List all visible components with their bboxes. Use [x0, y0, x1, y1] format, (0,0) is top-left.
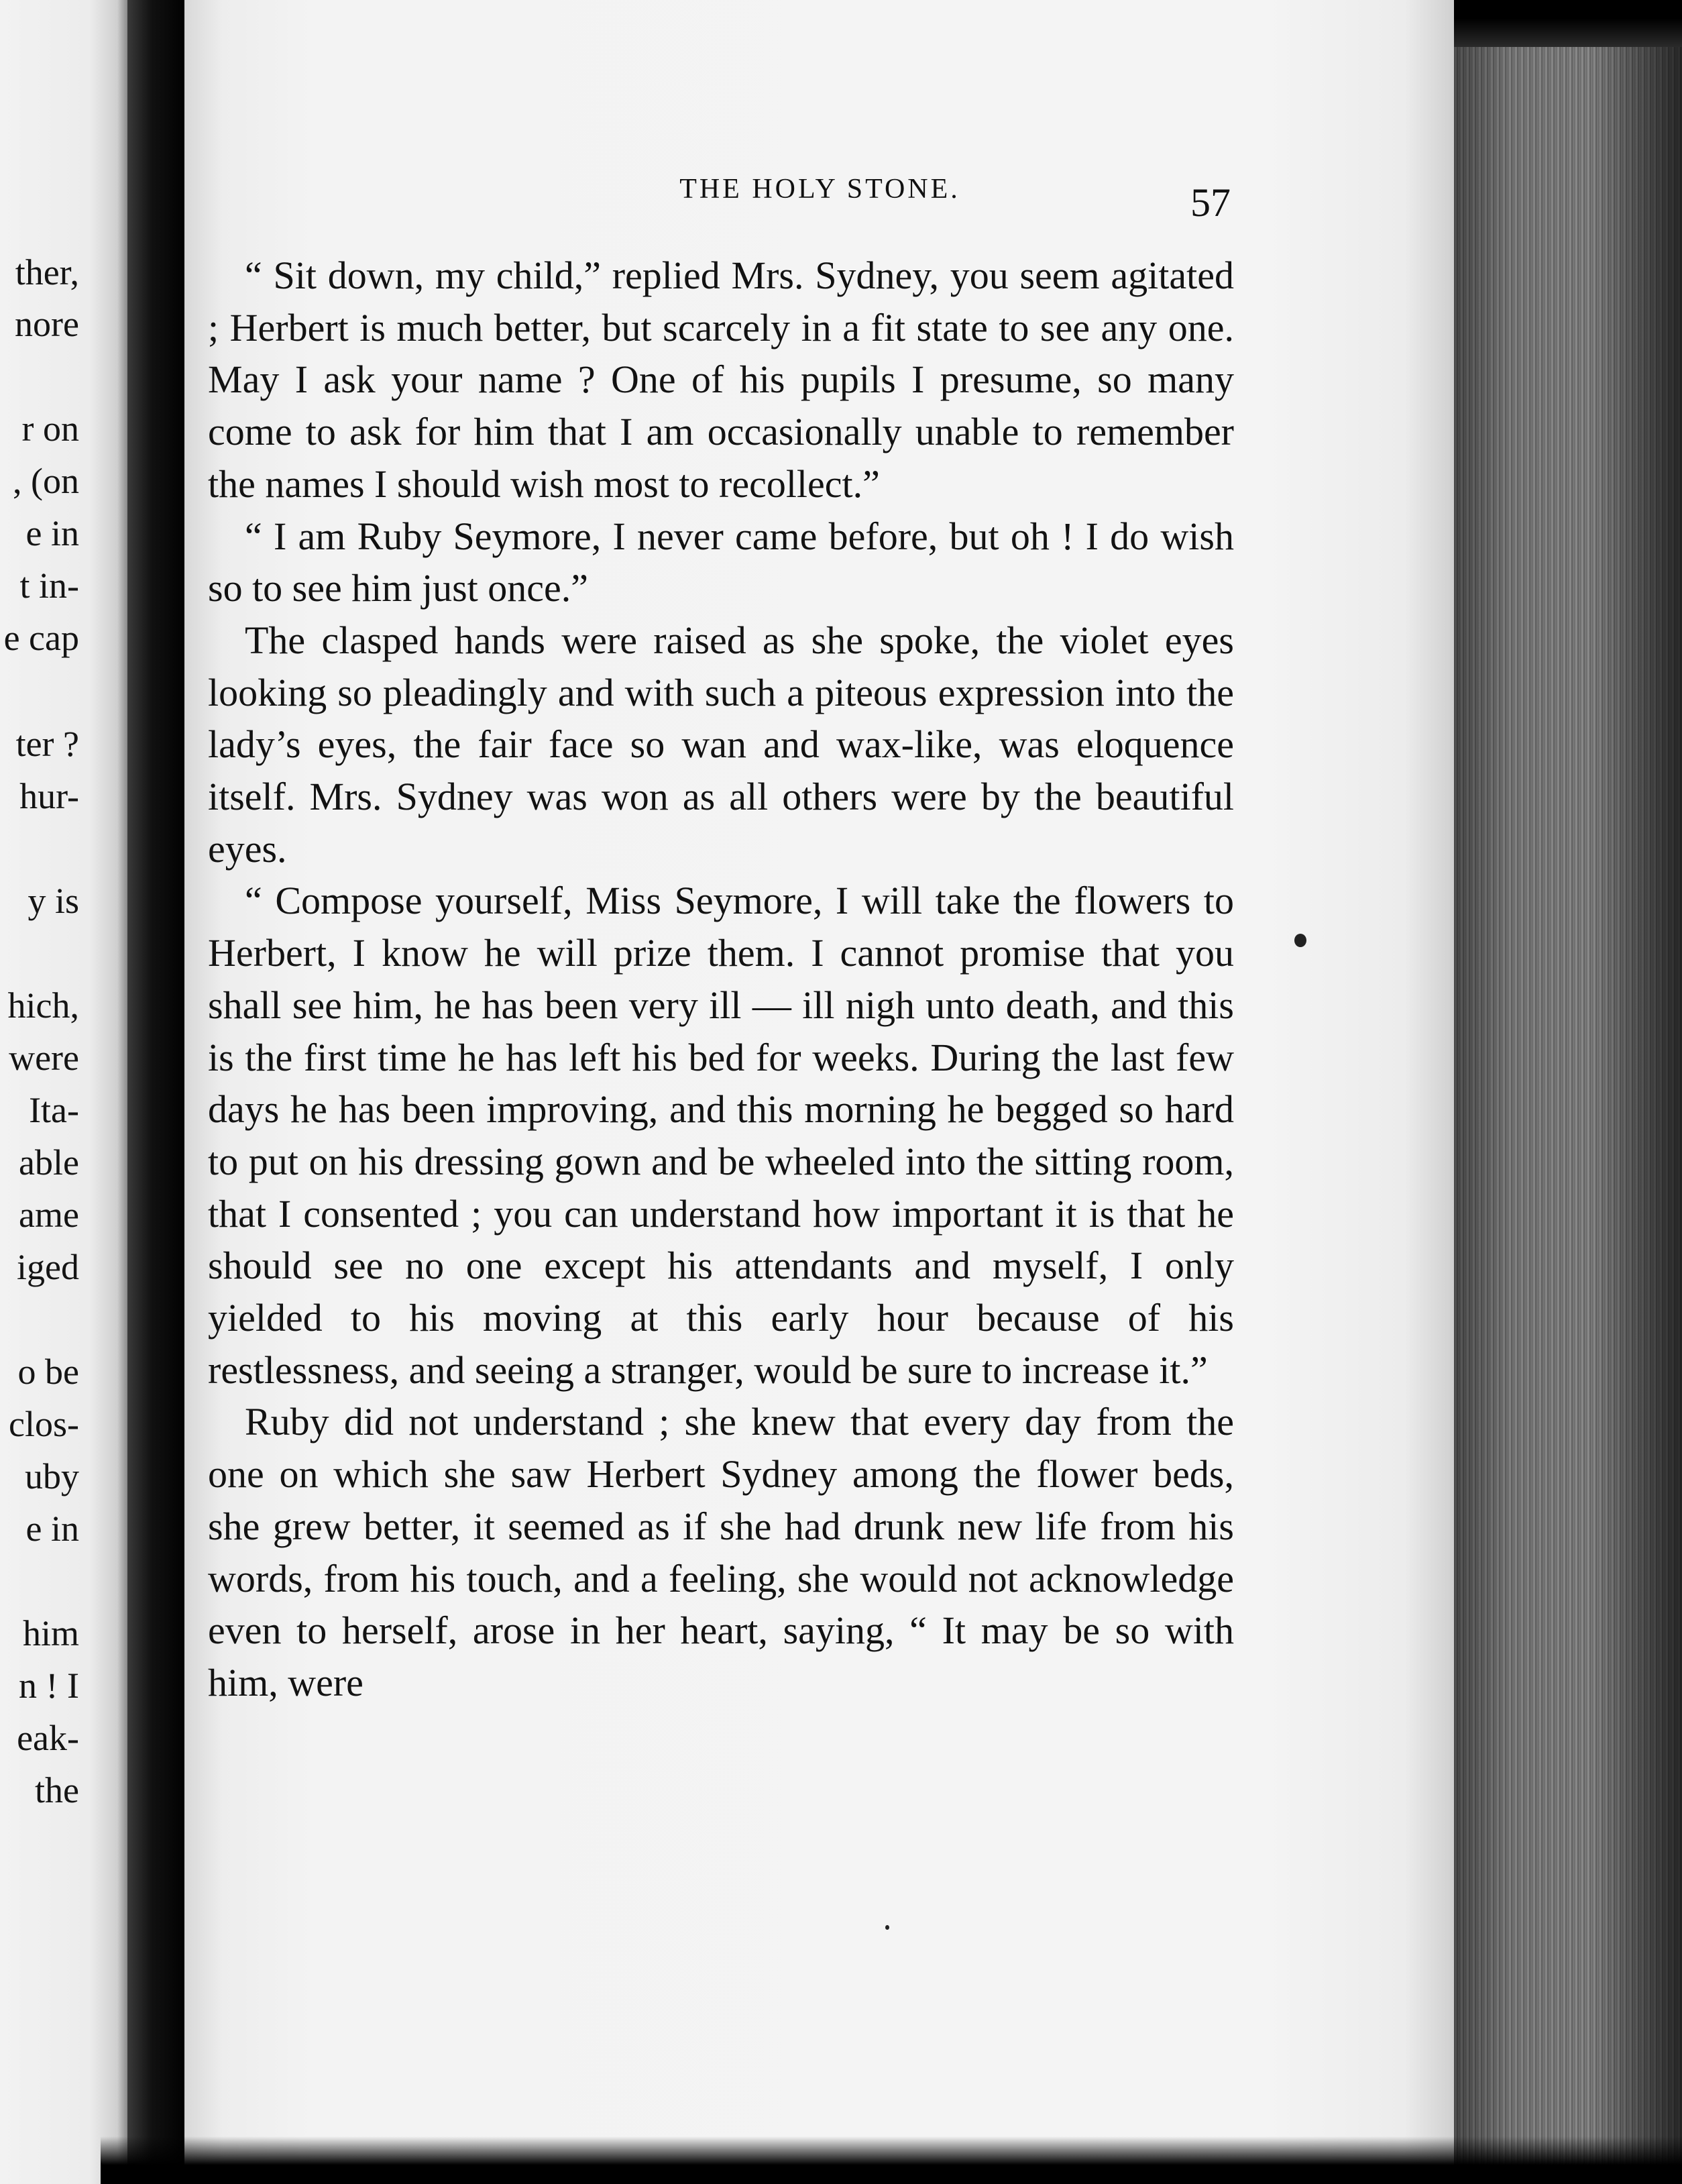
left-page-fragment: ther,: [15, 252, 79, 292]
left-page-fragment: hur-: [19, 776, 79, 816]
page-number: 57: [1190, 180, 1231, 225]
left-page-fragment: e cap: [3, 618, 79, 658]
left-page-fragment: o be: [17, 1352, 79, 1392]
bottom-shadow: [101, 2136, 1682, 2184]
left-page-fragment: y is: [27, 881, 79, 921]
paragraph: Ruby did not understand ; she knew that every day from the one on which she saw Herbert Sydney among the flower beds, she grew better, it seemed as if she had drunk new life from his words, from his touch, and a feeling, she would not acknowledge even to herself, arose in her heart, saying, “ It may be so with him, were: [208, 1400, 1234, 1704]
fore-edge-top-shadow: [1454, 0, 1682, 47]
running-head: [184, 173, 1455, 205]
left-page-fragment: eak-: [17, 1718, 79, 1758]
ink-speck: [1294, 934, 1306, 947]
left-page-fragment: able: [19, 1142, 79, 1183]
left-page-fragment: , (on: [13, 461, 79, 501]
left-page-fragment: him: [22, 1613, 79, 1653]
running-head-title: THE HOLY STONE.: [679, 174, 960, 205]
book-gutter: [127, 0, 188, 2184]
paragraph: “ Sit down, my child,” replied Mrs. Sydney, you seem agitated ; Herbert is much better, but scarcely in a fit state to see any one. May I ask your name ? One of his pupils I presume, so many come to ask for him that I am occasionally unable to remember the names I should wish most to recollect.”: [208, 254, 1234, 506]
paragraph: The clasped hands were raised as she spoke, the violet eyes looking so pleadingly and with such a piteous expression into the lady’s eyes, the fair face so wan and wax-like, was eloquence itself. Mrs. Sydney was won as all others were by the beautiful eyes.: [208, 618, 1234, 871]
paragraph: “ I am Ruby Seymore, I never came before, but oh ! I do wish so to see him just once.”: [208, 514, 1234, 610]
left-page-fragment: were: [9, 1038, 79, 1078]
left-page-fragment: the: [35, 1770, 79, 1810]
left-page-fragment: n ! I: [19, 1666, 79, 1706]
left-page-fragment: iged: [17, 1247, 79, 1287]
paragraph: “ Compose yourself, Miss Seymore, I will take the flowers to Herbert, I know he will prize them. I cannot promise that you shall see him, he has been very ill — ill nigh unto death, and this is the first time he has left his bed for weeks. During the last few days he has been improving, and this morning he begged so hard to put on his dressing gown and be wheeled into the sitting room, that I consented ; you can understand how important it is that he should see no one except his attendants and myself, I only yielded to his moving at this early hour because of his restlessness, and seeing a stranger, would be sure to increase it.”: [208, 879, 1234, 1392]
left-page-fragment: t in-: [19, 565, 79, 606]
fore-edge-shading: [1454, 27, 1682, 2184]
main-page: [184, 0, 1455, 2184]
ink-speck: [885, 1925, 889, 1930]
left-page-fragment: e in: [25, 513, 79, 553]
left-page-fragment: e in: [25, 1509, 79, 1549]
left-page-fragment: hich,: [7, 985, 79, 1026]
left-page-fragment: clos-: [9, 1404, 79, 1444]
left-page-fragment: r on: [21, 408, 79, 449]
left-facing-page: [0, 0, 127, 2184]
body-text: [208, 250, 1234, 1709]
left-page-fragment: nore: [15, 304, 79, 344]
left-page-fragment: ter ?: [15, 724, 79, 764]
left-page-fragment: uby: [25, 1456, 79, 1496]
left-page-fragment: Ita-: [29, 1090, 79, 1130]
left-page-fragment: ame: [19, 1195, 79, 1235]
